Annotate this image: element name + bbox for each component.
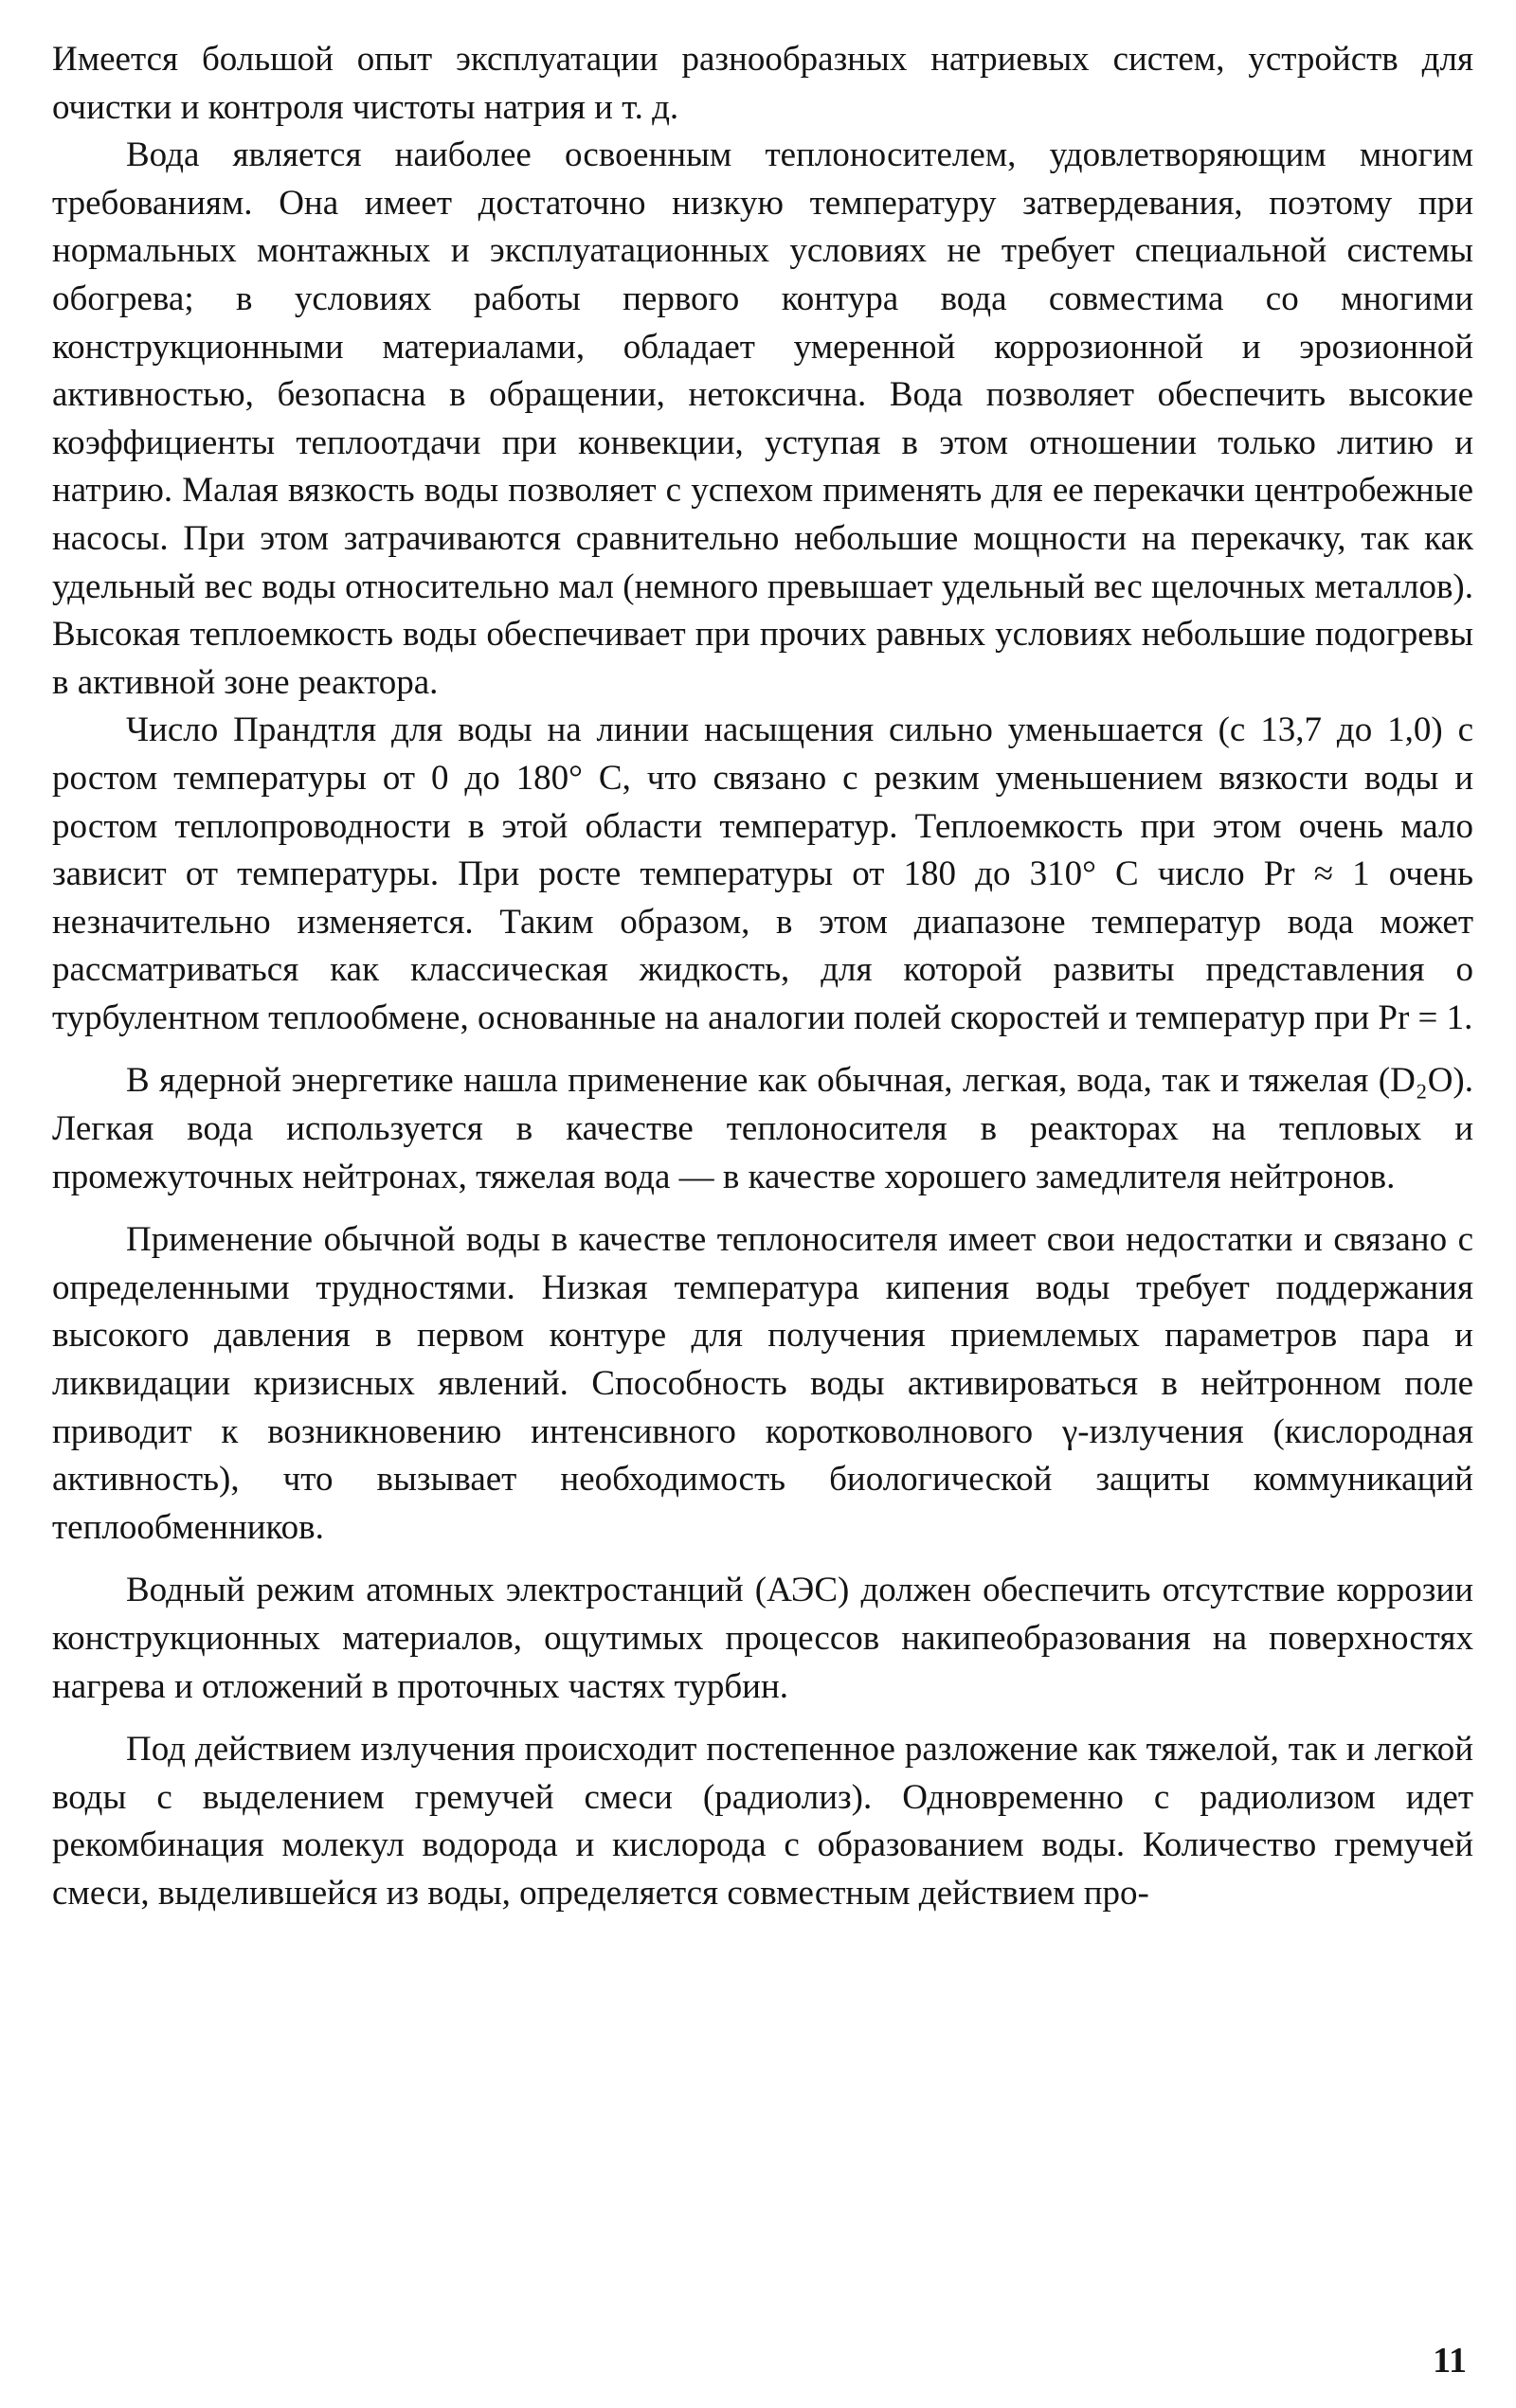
page-text <box>52 36 1473 1918</box>
paragraph-2: Вода является наиболее освоенным теплоносителем, удовлетворяющим многим требованиям. Она имеет достаточно низкую температуру затвердевания, поэтому при нормальных монтажных и эксплуатационных условиях не требует специальной системы обогрева; в условиях работы первого контура вода совместима со многими конструкционными материалами, обладает умеренной коррозионной и эрозионной активностью, безопасна в обращении, нетоксична. Вода позволяет обеспечить высокие коэффициенты теплоотдачи при конвекции, уступая в этом отношении только литию и натрию. Малая вязкость воды позволяет с успехом применять для ее перекачки центробежные насосы. При этом затрачиваются сравнительно небольшие мощности на перекачку, так как удельный вес воды относительно мал (немного превышает удельный вес щелочных металлов). Высокая теплоемкость воды обеспечивает при прочих равных условиях небольшие подогревы в активной зоне реактора. <box>52 135 1473 702</box>
paragraph-4: В ядерной энергетике нашла применение как обычная, легкая, вода, так и тяжелая (D₂O). Легкая вода используется в качестве теплоносителя в реакторах на тепловых и промежуточных нейтронах, тяжелая вода — в качестве хорошего замедлителя нейтронов. <box>52 1061 1473 1196</box>
paragraph-3: Число Прандтля для воды на линии насыщения сильно уменьшается (с 13,7 до 1,0) с ростом температуры от 0 до 180° С, что связано с резким уменьшением вязкости воды и ростом теплопроводности в этой области температур. Теплоемкость при этом очень мало зависит от температуры. При росте температуры от 180 до 310° С число Pr ≈ 1 очень незначительно изменяется. Таким образом, в этом диапазоне температур вода может рассматриваться как классическая жидкость, для которой развиты представления о турбулентном теплообмене, основанные на аналогии полей скоростей и температур при Pr = 1. <box>52 710 1473 1037</box>
paragraph-7: Под действием излучения происходит постепенное разложение как тяжелой, так и легкой воды с выделением гремучей смеси (радиолиз). Одновременно с радиолизом идет рекомбинация молекул водорода и кислорода с образованием воды. Количество гремучей смеси, выделившейся из воды, определяется совместным действием про- <box>52 1730 1473 1913</box>
page-number: 11 <box>1433 2341 1467 2381</box>
paragraph-5: Применение обычной воды в качестве теплоносителя имеет свои недостатки и связано с определенными трудностями. Низкая температура кипения воды требует поддержания высокого давления в первом контуре для получения приемлемых параметров пара и ликвидации кризисных явлений. Способность воды активироваться в нейтронном поле приводит к возникновению интенсивного коротковолнового γ-излучения (кислородная активность), что вызывает необходимость биологической защиты коммуникаций теплообменников. <box>52 1220 1473 1547</box>
paragraph-6: Водный режим атомных электростанций (АЭС) должен обеспечить отсутствие коррозии конструкционных материалов, ощутимых процессов накипеобразования на поверхностях нагрева и отложений в проточных частях турбин. <box>52 1571 1473 1706</box>
paragraph-1: Имеется большой опыт эксплуатации разнообразных натриевых систем, устройств для очистки и контроля чистоты натрия и т. д. <box>52 40 1473 127</box>
